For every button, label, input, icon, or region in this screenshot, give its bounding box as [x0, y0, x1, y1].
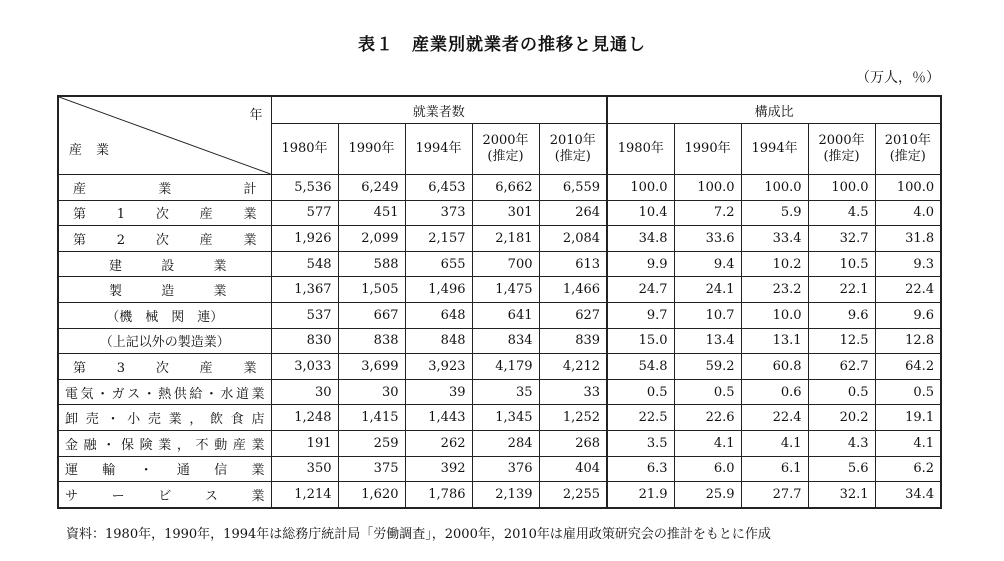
ratio-cell: 10.4: [607, 200, 674, 226]
employed-cell: 6,249: [338, 175, 405, 201]
ratio-cell: 10.7: [674, 302, 741, 328]
employed-cell: 548: [271, 251, 338, 277]
employed-cell: 667: [338, 302, 405, 328]
industry-label: 金融・保険業，不動産業: [58, 430, 271, 456]
ratio-cell: 24.7: [607, 277, 674, 303]
ratio-cell: 13.1: [741, 328, 808, 354]
employed-cell: 259: [338, 430, 405, 456]
year-label: 2010年: [884, 133, 931, 148]
ratio-cell: 25.9: [674, 482, 741, 508]
ratio-cell: 32.1: [808, 482, 875, 508]
employed-cell: 848: [405, 328, 472, 354]
year-note: (推定): [889, 149, 926, 164]
industry-label: 建設業: [58, 251, 271, 277]
employed-cell: 262: [405, 430, 472, 456]
diagonal-line: [59, 97, 271, 174]
employed-cell: 3,699: [338, 354, 405, 380]
employed-cell: 3,033: [271, 354, 338, 380]
industry-label: サービス業: [58, 482, 271, 508]
ratio-cell: 100.0: [674, 175, 741, 201]
employed-cell: 350: [271, 456, 338, 482]
industry-label: 第1次産業: [58, 200, 271, 226]
ratio-cell: 0.5: [674, 379, 741, 405]
industry-label: （上記以外の製造業）: [58, 328, 271, 354]
year-header-employed: [472, 124, 539, 175]
employed-cell: 30: [271, 379, 338, 405]
ratio-cell: 7.2: [674, 200, 741, 226]
ratio-cell: 22.1: [808, 277, 875, 303]
ratio-cell: 100.0: [808, 175, 875, 201]
year-label: 1994年: [751, 141, 798, 156]
employed-cell: 2,099: [338, 226, 405, 252]
year-label: 1980年: [281, 141, 328, 156]
ratio-cell: 100.0: [875, 175, 941, 201]
industry-label: 電気・ガス・熱供給・水道業: [58, 379, 271, 405]
ratio-cell: 10.2: [741, 251, 808, 277]
employed-cell: 301: [472, 200, 539, 226]
industry-label: 運輸・通信業: [58, 456, 271, 482]
ratio-cell: 22.4: [741, 405, 808, 431]
year-label: 2000年: [818, 133, 865, 148]
ratio-cell: 4.3: [808, 430, 875, 456]
employed-cell: 1,475: [472, 277, 539, 303]
table-row: [58, 328, 941, 354]
table-row: [58, 200, 941, 226]
ratio-cell: 0.5: [875, 379, 941, 405]
employed-cell: 30: [338, 379, 405, 405]
table-row: [58, 277, 941, 303]
ratio-cell: 6.1: [741, 456, 808, 482]
ratio-cell: 10.0: [741, 302, 808, 328]
year-note: (推定): [487, 149, 524, 164]
employed-cell: 376: [472, 456, 539, 482]
employed-cell: 375: [338, 456, 405, 482]
ratio-cell: 4.1: [741, 430, 808, 456]
ratio-cell: 4.0: [875, 200, 941, 226]
ratio-cell: 100.0: [607, 175, 674, 201]
ratio-cell: 10.5: [808, 251, 875, 277]
ratio-cell: 19.1: [875, 405, 941, 431]
employed-cell: 700: [472, 251, 539, 277]
ratio-cell: 12.5: [808, 328, 875, 354]
table-row: [58, 482, 941, 508]
ratio-cell: 54.8: [607, 354, 674, 380]
ratio-cell: 34.4: [875, 482, 941, 508]
employed-cell: 627: [539, 302, 607, 328]
employed-cell: 1,252: [539, 405, 607, 431]
year-note: (推定): [823, 149, 860, 164]
year-header-ratio: [741, 124, 808, 175]
year-label: 1994年: [415, 141, 462, 156]
employed-cell: 1,786: [405, 482, 472, 508]
ratio-cell: 33.6: [674, 226, 741, 252]
ratio-cell: 22.6: [674, 405, 741, 431]
table-row: [58, 175, 941, 201]
employed-cell: 1,443: [405, 405, 472, 431]
ratio-cell: 33.4: [741, 226, 808, 252]
ratio-cell: 31.8: [875, 226, 941, 252]
ratio-cell: 4.5: [808, 200, 875, 226]
group-header-ratio: 構成比: [607, 96, 941, 124]
ratio-cell: 9.7: [607, 302, 674, 328]
year-header-ratio: [808, 124, 875, 175]
ratio-cell: 0.5: [607, 379, 674, 405]
employed-cell: 4,179: [472, 354, 539, 380]
employed-cell: 6,662: [472, 175, 539, 201]
year-header-employed: [539, 124, 607, 175]
year-header-ratio: [674, 124, 741, 175]
ratio-cell: 6.2: [875, 456, 941, 482]
ratio-cell: 15.0: [607, 328, 674, 354]
industry-label: 産業計: [58, 175, 271, 201]
year-header-employed: [338, 124, 405, 175]
industry-label: 第3次産業: [58, 354, 271, 380]
ratio-cell: 12.8: [875, 328, 941, 354]
corner-year-label: 年: [249, 108, 263, 123]
employed-cell: 577: [271, 200, 338, 226]
employed-cell: 1,214: [271, 482, 338, 508]
table-row: [58, 405, 941, 431]
year-header-ratio: [607, 124, 674, 175]
employed-cell: 838: [338, 328, 405, 354]
ratio-cell: 9.3: [875, 251, 941, 277]
ratio-cell: 64.2: [875, 354, 941, 380]
table-row: [58, 302, 941, 328]
ratio-cell: 100.0: [741, 175, 808, 201]
ratio-cell: 9.4: [674, 251, 741, 277]
ratio-cell: 3.5: [607, 430, 674, 456]
ratio-cell: 24.1: [674, 277, 741, 303]
employed-cell: 1,496: [405, 277, 472, 303]
employed-cell: 191: [271, 430, 338, 456]
source-note: 資料：1980年，1990年，1994年は総務庁統計局「労働調査」，2000年，2010年は雇用政策研究会の推計をもとに作成: [66, 527, 771, 542]
ratio-cell: 23.2: [741, 277, 808, 303]
table-row: [58, 430, 941, 456]
employed-cell: 537: [271, 302, 338, 328]
ratio-cell: 9.6: [875, 302, 941, 328]
employed-cell: 1,367: [271, 277, 338, 303]
employed-cell: 588: [338, 251, 405, 277]
ratio-cell: 62.7: [808, 354, 875, 380]
ratio-cell: 6.3: [607, 456, 674, 482]
employed-cell: 2,181: [472, 226, 539, 252]
employed-cell: 5,536: [271, 175, 338, 201]
employment-table: [57, 95, 942, 509]
ratio-cell: 22.5: [607, 405, 674, 431]
ratio-cell: 13.4: [674, 328, 741, 354]
table-row: [58, 354, 941, 380]
employed-cell: 648: [405, 302, 472, 328]
employed-cell: 2,139: [472, 482, 539, 508]
ratio-cell: 59.2: [674, 354, 741, 380]
employed-cell: 613: [539, 251, 607, 277]
employed-cell: 4,212: [539, 354, 607, 380]
ratio-cell: 6.0: [674, 456, 741, 482]
year-note: (推定): [554, 149, 591, 164]
industry-label: 製造業: [58, 277, 271, 303]
year-header-ratio: [875, 124, 941, 175]
corner-cell: [58, 96, 271, 175]
unit-note: （万人，％）: [856, 70, 940, 86]
employed-cell: 373: [405, 200, 472, 226]
year-header-employed: [271, 124, 338, 175]
industry-label: （機 械 関 連）: [58, 302, 271, 328]
employed-cell: 35: [472, 379, 539, 405]
ratio-cell: 32.7: [808, 226, 875, 252]
ratio-cell: 9.6: [808, 302, 875, 328]
employed-cell: 834: [472, 328, 539, 354]
table-row: [58, 456, 941, 482]
employed-cell: 1,248: [271, 405, 338, 431]
ratio-cell: 21.9: [607, 482, 674, 508]
employed-cell: 3,923: [405, 354, 472, 380]
employed-cell: 451: [338, 200, 405, 226]
table-row: [58, 226, 941, 252]
year-label: 1980年: [617, 141, 664, 156]
year-label: 1990年: [348, 141, 395, 156]
employed-cell: 839: [539, 328, 607, 354]
industry-label: 第2次産業: [58, 226, 271, 252]
employed-cell: 1,345: [472, 405, 539, 431]
ratio-cell: 22.4: [875, 277, 941, 303]
ratio-cell: 27.7: [741, 482, 808, 508]
employed-cell: 284: [472, 430, 539, 456]
table-title: 表１ 産業別就業者の推移と見通し: [358, 35, 646, 55]
ratio-cell: 5.9: [741, 200, 808, 226]
employed-cell: 39: [405, 379, 472, 405]
ratio-cell: 5.6: [808, 456, 875, 482]
employed-cell: 2,255: [539, 482, 607, 508]
ratio-cell: 20.2: [808, 405, 875, 431]
year-header-employed: [405, 124, 472, 175]
employed-cell: 33: [539, 379, 607, 405]
employed-cell: 1,466: [539, 277, 607, 303]
employed-cell: 404: [539, 456, 607, 482]
table-row: [58, 251, 941, 277]
table-row: [58, 379, 941, 405]
employed-cell: 1,505: [338, 277, 405, 303]
year-label: 2010年: [549, 133, 596, 148]
employed-cell: 2,084: [539, 226, 607, 252]
ratio-cell: 0.6: [741, 379, 808, 405]
employed-cell: 392: [405, 456, 472, 482]
industry-label: 卸売・小売業，飲食店: [58, 405, 271, 431]
employed-cell: 268: [539, 430, 607, 456]
year-label: 1990年: [684, 141, 731, 156]
ratio-cell: 4.1: [875, 430, 941, 456]
ratio-cell: 9.9: [607, 251, 674, 277]
employed-cell: 6,453: [405, 175, 472, 201]
employed-cell: 641: [472, 302, 539, 328]
employed-cell: 1,415: [338, 405, 405, 431]
group-header-employed: 就業者数: [271, 96, 607, 124]
ratio-cell: 34.8: [607, 226, 674, 252]
year-label: 2000年: [482, 133, 529, 148]
employed-cell: 830: [271, 328, 338, 354]
corner-industry-label: 産業: [69, 143, 124, 158]
employed-cell: 2,157: [405, 226, 472, 252]
ratio-cell: 60.8: [741, 354, 808, 380]
employed-cell: 1,620: [338, 482, 405, 508]
employed-cell: 1,926: [271, 226, 338, 252]
employed-cell: 264: [539, 200, 607, 226]
employed-cell: 655: [405, 251, 472, 277]
ratio-cell: 4.1: [674, 430, 741, 456]
employed-cell: 6,559: [539, 175, 607, 201]
ratio-cell: 0.5: [808, 379, 875, 405]
